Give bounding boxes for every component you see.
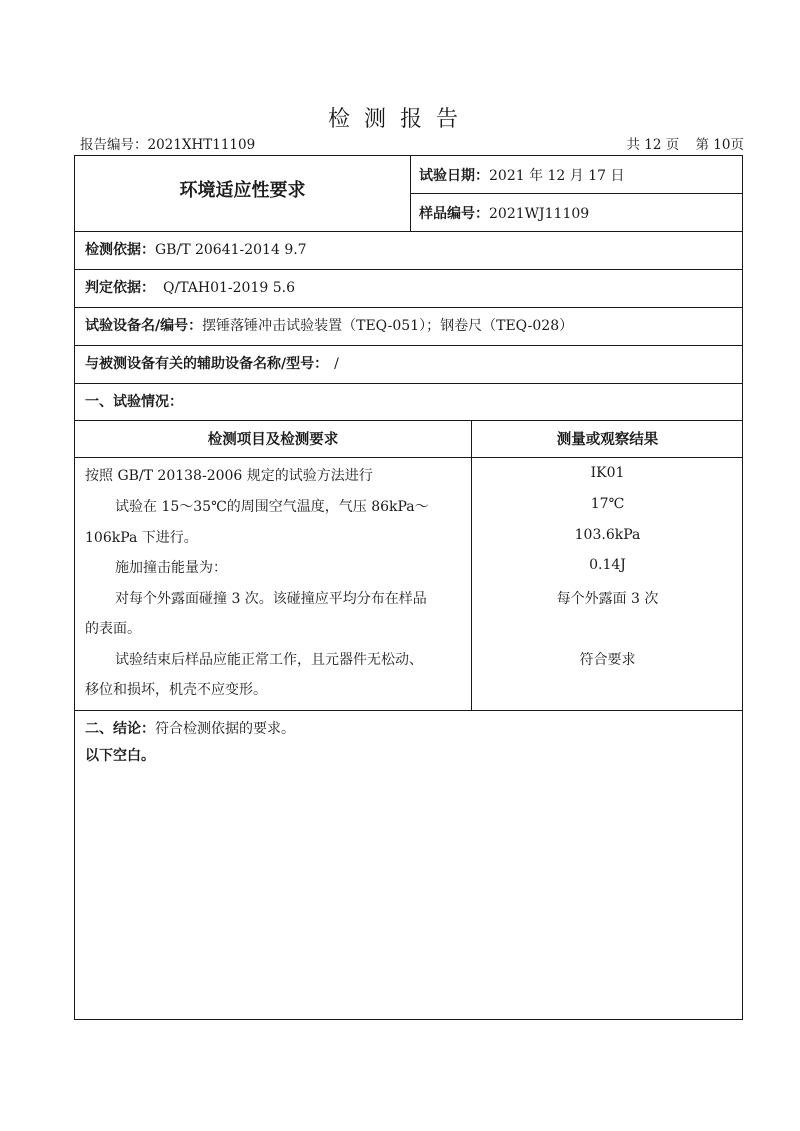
equipment-value: 摆锤落锤冲击试验装置（TEQ-051）；钢卷尺（TEQ-028） <box>202 318 574 334</box>
judge-label: 判定依据： <box>85 280 155 296</box>
aux-equipment-row <box>85 353 339 373</box>
result-value: 103.6kPa <box>574 527 641 543</box>
column-header-results: 测量或观察结果 <box>556 432 659 448</box>
conclusion-label: 二、结论： <box>85 721 155 737</box>
requirement-line: 试验在 15～35℃的周围空气温度，气压 86kPa～ <box>115 499 429 515</box>
basis-row <box>85 239 307 259</box>
judge-row <box>85 277 295 297</box>
result-value: 0.14J <box>589 557 626 573</box>
requirement-line: 的表面。 <box>85 621 141 637</box>
result-value: 每个外露面 3 次 <box>556 591 659 607</box>
aux-equipment-label: 与被测设备有关的辅助设备名称/型号： <box>85 356 329 372</box>
row-line <box>75 231 742 232</box>
row-line <box>75 383 742 384</box>
result-value: 符合要求 <box>579 652 636 668</box>
sample-no <box>419 203 589 223</box>
row-line <box>75 307 742 308</box>
row-line <box>75 457 742 458</box>
requirement-line: 106kPa 下进行。 <box>85 530 198 546</box>
basis-label: 检测依据： <box>85 242 155 258</box>
requirement-line: 按照 GB/T 20138-2006 规定的试验方法进行 <box>85 468 373 484</box>
page-indicator <box>626 133 744 153</box>
test-date-label: 试验日期： <box>419 168 489 184</box>
report-number: 报告编号：2021XHT11109 <box>80 137 256 153</box>
column-header-requirements: 检测项目及检测要求 <box>207 432 339 448</box>
basis-value: GB/T 20641-2014 9.7 <box>155 242 307 258</box>
equipment-row <box>85 315 573 335</box>
sample-no-value: 2021WJ11109 <box>489 206 590 222</box>
row-line <box>75 710 742 711</box>
test-date-value: 2021 年 12 月 17 日 <box>489 168 625 184</box>
requirement-line: 试验结束后样品应能正常工作，且元器件无松动、 <box>115 652 423 668</box>
requirement-line: 施加撞击能量为： <box>115 560 227 576</box>
requirement-line: 移位和损坏，机壳不应变形。 <box>85 682 267 698</box>
requirement-line: 对每个外露面碰撞 3 次。该碰撞应平均分布在样品 <box>115 591 427 607</box>
report-table <box>74 155 743 1020</box>
row-line <box>75 269 742 270</box>
result-value: IK01 <box>590 465 625 481</box>
page-number: 第 10页 <box>695 137 744 153</box>
row-line <box>75 345 742 346</box>
section1-title: 一、试验情况： <box>85 394 183 410</box>
judge-value: Q/TAH01-2019 5.6 <box>163 280 295 296</box>
top-mid-line <box>410 193 742 194</box>
sample-no-label: 样品编号： <box>419 206 489 222</box>
report-title: 检测报告 <box>327 107 472 132</box>
section-title: 环境适应性要求 <box>179 180 306 201</box>
aux-equipment-value: / <box>334 356 339 372</box>
total-pages: 共 12 页 <box>626 137 680 153</box>
equipment-label: 试验设备名/编号： <box>85 318 203 334</box>
result-value: 17℃ <box>590 496 625 512</box>
test-date <box>419 165 625 185</box>
row-line <box>75 420 742 421</box>
conclusion <box>85 718 295 738</box>
conclusion-value: 符合检测依据的要求。 <box>155 721 295 737</box>
blank-note: 以下空白。 <box>85 748 155 764</box>
